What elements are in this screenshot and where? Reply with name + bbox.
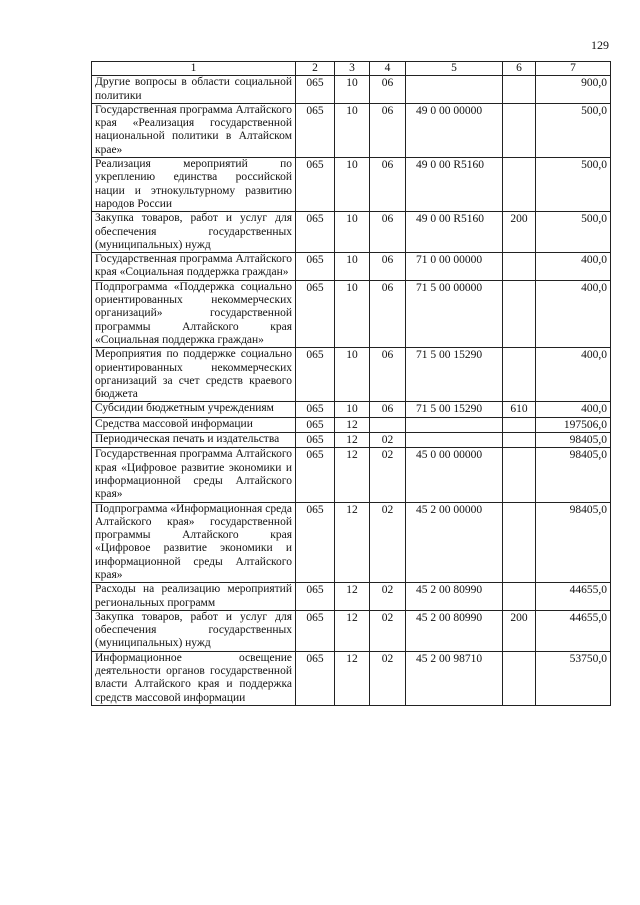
header-cell: 4 bbox=[370, 62, 406, 76]
row-expense-type-cell bbox=[503, 417, 536, 432]
header-cell: 2 bbox=[296, 62, 335, 76]
row-expense-type-cell bbox=[503, 433, 536, 448]
row-target-article-cell: 49 0 00 00000 bbox=[406, 103, 503, 157]
row-subsection-cell: 02 bbox=[370, 651, 406, 705]
row-name-cell: Закупка товаров, работ и услуг для обеспечения государственных (муниципальных) нужд bbox=[92, 212, 296, 253]
row-subsection-cell bbox=[370, 417, 406, 432]
table-row bbox=[92, 610, 611, 651]
row-name-cell: Мероприятия по поддержке социально ориентированных некоммерческих организаций за счет средств краевого бюджета bbox=[92, 348, 296, 402]
row-name-cell: Информационное освещение деятельности органов государственной власти Алтайского края и поддержка средств массовой информации bbox=[92, 651, 296, 705]
row-expense-type-cell bbox=[503, 280, 536, 347]
row-expense-type-cell bbox=[503, 348, 536, 402]
row-expense-type-cell bbox=[503, 502, 536, 583]
row-subsection-cell: 02 bbox=[370, 433, 406, 448]
row-subsection-cell: 06 bbox=[370, 103, 406, 157]
row-grbs-cell: 065 bbox=[296, 280, 335, 347]
table-row bbox=[92, 212, 611, 253]
row-amount-cell: 500,0 bbox=[536, 158, 611, 212]
row-section-cell: 10 bbox=[335, 402, 370, 417]
row-grbs-cell: 065 bbox=[296, 651, 335, 705]
row-subsection-cell: 06 bbox=[370, 253, 406, 281]
row-name-cell: Подпрограмма «Поддержка социально ориентированных некоммерческих организаций» государственной программы Алтайского края «Социальная поддержка граждан» bbox=[92, 280, 296, 347]
header-row bbox=[92, 62, 611, 76]
row-subsection-cell: 06 bbox=[370, 212, 406, 253]
row-section-cell: 10 bbox=[335, 253, 370, 281]
row-target-article-cell bbox=[406, 76, 503, 104]
row-target-article-cell: 49 0 00 R5160 bbox=[406, 212, 503, 253]
header-cell: 6 bbox=[503, 62, 536, 76]
row-target-article-cell: 45 2 00 80990 bbox=[406, 583, 503, 611]
row-expense-type-cell bbox=[503, 103, 536, 157]
row-subsection-cell: 06 bbox=[370, 280, 406, 347]
row-target-article-cell: 71 5 00 00000 bbox=[406, 280, 503, 347]
header-cell: 7 bbox=[536, 62, 611, 76]
row-target-article-cell: 45 0 00 00000 bbox=[406, 448, 503, 502]
header-cell: 1 bbox=[92, 62, 296, 76]
row-section-cell: 10 bbox=[335, 212, 370, 253]
table-row bbox=[92, 158, 611, 212]
row-target-article-cell: 71 5 00 15290 bbox=[406, 402, 503, 417]
row-name-cell: Другие вопросы в области социальной политики bbox=[92, 76, 296, 104]
row-expense-type-cell bbox=[503, 448, 536, 502]
table-row bbox=[92, 448, 611, 502]
row-amount-cell: 197506,0 bbox=[536, 417, 611, 432]
row-target-article-cell: 71 0 00 00000 bbox=[406, 253, 503, 281]
row-grbs-cell: 065 bbox=[296, 433, 335, 448]
row-name-cell: Субсидии бюджетным учреждениям bbox=[92, 402, 296, 417]
row-amount-cell: 400,0 bbox=[536, 348, 611, 402]
row-target-article-cell: 45 2 00 80990 bbox=[406, 610, 503, 651]
row-expense-type-cell bbox=[503, 76, 536, 104]
row-amount-cell: 900,0 bbox=[536, 76, 611, 104]
row-grbs-cell: 065 bbox=[296, 76, 335, 104]
row-section-cell: 12 bbox=[335, 610, 370, 651]
row-amount-cell: 53750,0 bbox=[536, 651, 611, 705]
row-target-article-cell: 49 0 00 R5160 bbox=[406, 158, 503, 212]
row-target-article-cell bbox=[406, 433, 503, 448]
row-amount-cell: 500,0 bbox=[536, 212, 611, 253]
row-grbs-cell: 065 bbox=[296, 402, 335, 417]
row-expense-type-cell bbox=[503, 158, 536, 212]
row-name-cell: Средства массовой информации bbox=[92, 417, 296, 432]
row-section-cell: 10 bbox=[335, 158, 370, 212]
row-subsection-cell: 06 bbox=[370, 76, 406, 104]
table-row bbox=[92, 433, 611, 448]
table-row bbox=[92, 280, 611, 347]
row-subsection-cell: 02 bbox=[370, 610, 406, 651]
header-cell: 3 bbox=[335, 62, 370, 76]
row-expense-type-cell bbox=[503, 651, 536, 705]
row-section-cell: 12 bbox=[335, 502, 370, 583]
row-target-article-cell: 45 2 00 98710 bbox=[406, 651, 503, 705]
row-section-cell: 12 bbox=[335, 433, 370, 448]
header-cell: 5 bbox=[406, 62, 503, 76]
row-section-cell: 10 bbox=[335, 280, 370, 347]
row-name-cell: Расходы на реализацию мероприятий региональных программ bbox=[92, 583, 296, 611]
row-section-cell: 12 bbox=[335, 417, 370, 432]
row-subsection-cell: 06 bbox=[370, 402, 406, 417]
row-grbs-cell: 065 bbox=[296, 103, 335, 157]
row-name-cell: Подпрограмма «Информационная среда Алтайского края» государственной программы Алтайского края «Цифровое развитие экономики и информационной среды Алтайского края» bbox=[92, 502, 296, 583]
row-amount-cell: 400,0 bbox=[536, 280, 611, 347]
row-amount-cell: 44655,0 bbox=[536, 583, 611, 611]
row-grbs-cell: 065 bbox=[296, 348, 335, 402]
row-subsection-cell: 06 bbox=[370, 158, 406, 212]
table-row bbox=[92, 76, 611, 104]
row-target-article-cell bbox=[406, 417, 503, 432]
budget-table bbox=[91, 61, 611, 706]
row-subsection-cell: 06 bbox=[370, 348, 406, 402]
row-section-cell: 10 bbox=[335, 76, 370, 104]
row-amount-cell: 98405,0 bbox=[536, 433, 611, 448]
row-subsection-cell: 02 bbox=[370, 502, 406, 583]
row-target-article-cell: 45 2 00 00000 bbox=[406, 502, 503, 583]
table-row bbox=[92, 651, 611, 705]
row-name-cell: Закупка товаров, работ и услуг для обеспечения государственных (муниципальных) нужд bbox=[92, 610, 296, 651]
row-subsection-cell: 02 bbox=[370, 448, 406, 502]
row-name-cell: Государственная программа Алтайского края «Социальная поддержка граждан» bbox=[92, 253, 296, 281]
row-grbs-cell: 065 bbox=[296, 610, 335, 651]
row-section-cell: 10 bbox=[335, 348, 370, 402]
row-grbs-cell: 065 bbox=[296, 212, 335, 253]
table-row bbox=[92, 348, 611, 402]
row-name-cell: Реализация мероприятий по укреплению единства российской нации и этнокультурному развитию народов России bbox=[92, 158, 296, 212]
row-grbs-cell: 065 bbox=[296, 448, 335, 502]
row-grbs-cell: 065 bbox=[296, 253, 335, 281]
table-row bbox=[92, 583, 611, 611]
row-amount-cell: 98405,0 bbox=[536, 502, 611, 583]
row-name-cell: Периодическая печать и издательства bbox=[92, 433, 296, 448]
row-expense-type-cell: 200 bbox=[503, 610, 536, 651]
row-subsection-cell: 02 bbox=[370, 583, 406, 611]
row-grbs-cell: 065 bbox=[296, 158, 335, 212]
row-expense-type-cell: 200 bbox=[503, 212, 536, 253]
row-section-cell: 12 bbox=[335, 651, 370, 705]
row-amount-cell: 98405,0 bbox=[536, 448, 611, 502]
table-row bbox=[92, 402, 611, 417]
row-amount-cell: 400,0 bbox=[536, 253, 611, 281]
row-name-cell: Государственная программа Алтайского края «Цифровое развитие экономики и информационной среды Алтайского края» bbox=[92, 448, 296, 502]
row-amount-cell: 500,0 bbox=[536, 103, 611, 157]
row-expense-type-cell bbox=[503, 583, 536, 611]
row-expense-type-cell: 610 bbox=[503, 402, 536, 417]
row-section-cell: 10 bbox=[335, 103, 370, 157]
row-target-article-cell: 71 5 00 15290 bbox=[406, 348, 503, 402]
row-amount-cell: 44655,0 bbox=[536, 610, 611, 651]
row-name-cell: Государственная программа Алтайского края «Реализация государственной национальной политики в Алтайском крае» bbox=[92, 103, 296, 157]
row-expense-type-cell bbox=[503, 253, 536, 281]
row-section-cell: 12 bbox=[335, 448, 370, 502]
table-row bbox=[92, 253, 611, 281]
table-row bbox=[92, 103, 611, 157]
row-amount-cell: 400,0 bbox=[536, 402, 611, 417]
row-grbs-cell: 065 bbox=[296, 502, 335, 583]
page-number: 129 bbox=[591, 38, 609, 52]
row-grbs-cell: 065 bbox=[296, 583, 335, 611]
table-row bbox=[92, 502, 611, 583]
table-row bbox=[92, 417, 611, 432]
row-grbs-cell: 065 bbox=[296, 417, 335, 432]
row-section-cell: 12 bbox=[335, 583, 370, 611]
